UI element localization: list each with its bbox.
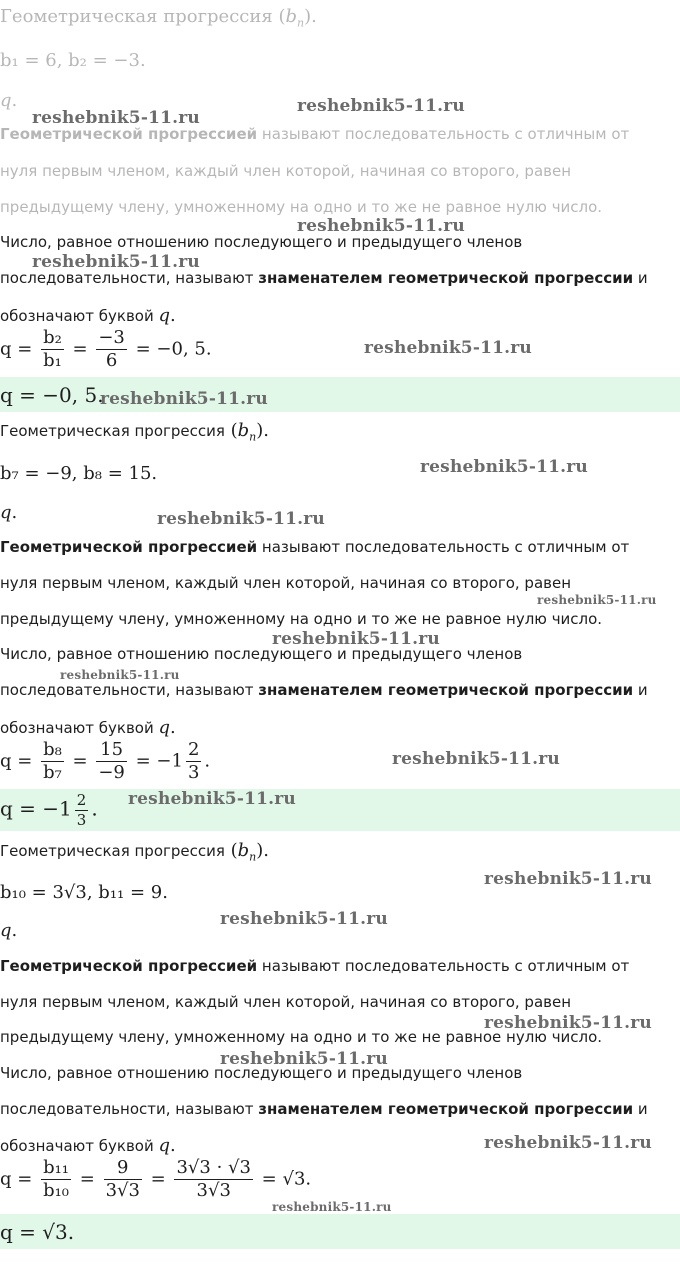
answer-1: q = −0, 5. bbox=[0, 383, 104, 407]
answer-2: q = −1 $\frac{2}{3}$ . bbox=[0, 791, 98, 829]
watermark: reshebnik5-11.ru bbox=[32, 108, 200, 128]
watermark: reshebnik5-11.ru bbox=[297, 96, 465, 116]
watermark: reshebnik5-11.ru bbox=[392, 749, 560, 769]
formula-3: q = $\frac{\text{b₁₁}}{\text{b₁₀}}$ = $\frac{9}{3√3}$ = $\frac{3√3 \cdot √3}{3√3}$ = √3. bbox=[0, 1157, 312, 1201]
watermark: reshebnik5-11.ru bbox=[484, 869, 652, 889]
watermark: reshebnik5-11.ru bbox=[157, 509, 325, 529]
watermark: reshebnik5-11.ru bbox=[297, 216, 465, 236]
definition-line-1: Геометрической прогрессией называют последовательность с отличным от bbox=[0, 538, 630, 556]
given-2: b₇ = −9, b₈ = 15. bbox=[0, 463, 158, 484]
watermark: reshebnik5-11.ru bbox=[220, 909, 388, 929]
definition-line-1: Геометрической прогрессией называют последовательность с отличным от bbox=[0, 957, 630, 975]
watermark: reshebnik5-11.ru bbox=[100, 389, 268, 409]
definition-line-2: нуля первым членом, каждый член которой, начиная со второго, равен bbox=[0, 574, 572, 592]
definition-line-3: предыдущему члену, умноженному на одно и то же не равное нулю число. bbox=[0, 198, 603, 216]
q-label-2: q. bbox=[0, 502, 18, 523]
definition-line-4: Число, равное отношению последующего и предыдущего членов bbox=[0, 645, 523, 663]
watermark: reshebnik5-11.ru bbox=[364, 338, 532, 358]
watermark: reshebnik5-11.ru bbox=[484, 1013, 652, 1033]
definition-line-5: последовательности, называют знаменателем геометрической прогрессии и bbox=[0, 1100, 648, 1118]
definition-line-6: обозначают буквой q. bbox=[0, 717, 176, 738]
watermark: reshebnik5-11.ru bbox=[537, 593, 657, 607]
given-1: b₁ = 6, b₂ = −3. bbox=[0, 50, 146, 71]
definition-line-1: Геометрической прогрессией называют последовательность с отличным от bbox=[0, 125, 630, 143]
given-3: b₁₀ = 3√3, b₁₁ = 9. bbox=[0, 882, 168, 903]
heading-1: Геометрическая прогрессия $(b_n)$. bbox=[0, 6, 317, 30]
formula-1: q = $\frac{\text{b₂}}{\text{b₁}}$ = $\frac{-3}{6}$ = −0, 5. bbox=[0, 327, 212, 371]
answer-band-3 bbox=[0, 1214, 680, 1249]
answer-band-2 bbox=[0, 789, 680, 831]
watermark: reshebnik5-11.ru bbox=[220, 1049, 388, 1069]
q-label-1: q. bbox=[0, 90, 18, 111]
watermark: reshebnik5-11.ru bbox=[484, 1133, 652, 1153]
answer-3: q = √3. bbox=[0, 1220, 75, 1244]
formula-2: q = $\frac{\text{b₈}}{\text{b₇}}$ = $\frac{15}{-9}$ = −1 $\frac{2}{3}$ . bbox=[0, 739, 211, 783]
watermark: reshebnik5-11.ru bbox=[32, 252, 200, 272]
definition-line-3: предыдущему члену, умноженному на одно и то же не равное нулю число. bbox=[0, 1028, 603, 1046]
watermark: reshebnik5-11.ru bbox=[272, 1200, 392, 1214]
definition-line-3: предыдущему члену, умноженному на одно и то же не равное нулю число. bbox=[0, 610, 603, 628]
definition-line-2: нуля первым членом, каждый член которой, начиная со второго, равен bbox=[0, 993, 572, 1011]
definition-line-6: обозначают буквой q. bbox=[0, 305, 176, 326]
definition-line-6: обозначают буквой q. bbox=[0, 1135, 176, 1156]
heading-3: Геометрическая прогрессия $(b_n)$. bbox=[0, 840, 270, 864]
definition-line-4: Число, равное отношению последующего и предыдущего членов bbox=[0, 233, 523, 251]
definition-line-5: последовательности, называют знаменателем геометрической прогрессии и bbox=[0, 681, 648, 699]
watermark: reshebnik5-11.ru bbox=[272, 629, 440, 649]
def-bold-term: Геометрической прогрессией bbox=[0, 125, 258, 143]
watermark: reshebnik5-11.ru bbox=[60, 668, 180, 682]
q-label-3: q. bbox=[0, 920, 18, 941]
watermark: reshebnik5-11.ru bbox=[420, 457, 588, 477]
definition-line-2: нуля первым членом, каждый член которой, начиная со второго, равен bbox=[0, 162, 572, 180]
definition-line-5: последовательности, называют знаменателем геометрической прогрессии и bbox=[0, 269, 648, 287]
heading-text: Геометрическая прогрессия bbox=[0, 6, 273, 27]
heading-2: Геометрическая прогрессия $(b_n)$. bbox=[0, 420, 270, 444]
definition-line-4: Число, равное отношению последующего и предыдущего членов bbox=[0, 1064, 523, 1082]
watermark: reshebnik5-11.ru bbox=[128, 789, 296, 809]
